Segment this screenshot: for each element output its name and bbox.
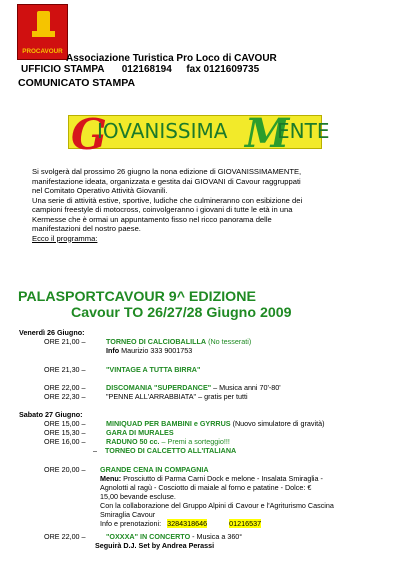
schedule-title: TORNEO DI CALCIOBALILLA — [106, 337, 207, 346]
schedule-row-content — [106, 437, 230, 446]
schedule-time: ORE 21,30 – — [44, 365, 86, 374]
press-office-line — [21, 64, 259, 75]
day-friday-heading: Venerdì 26 Giugno: — [19, 328, 85, 337]
menu-line: 15,00 bevande escluse. — [100, 492, 176, 501]
intro-line — [32, 167, 372, 177]
schedule-row-content — [106, 532, 242, 541]
booking-line — [100, 519, 261, 528]
schedule-info-label: Info — [106, 346, 120, 355]
menu-line — [100, 474, 323, 483]
schedule-time: ORE 22,00 – — [44, 532, 86, 541]
intro-paragraph — [32, 167, 372, 243]
schedule-note: - Musica a 360° — [190, 532, 243, 541]
press-office-phone: 012168194 — [121, 64, 172, 75]
schedule-row-content — [106, 419, 324, 428]
schedule-info — [106, 346, 192, 355]
schedule-title: "VINTAGE A TUTTA BIRRA" — [106, 365, 201, 374]
booking-phone-2: 01216537 — [229, 519, 262, 528]
intro-line: manifestazioni del nostro paese. — [32, 224, 141, 233]
schedule-dash: – — [93, 446, 97, 455]
day-saturday-heading: Sabato 27 Giugno: — [19, 410, 83, 419]
press-office-fax: fax 0121609735 — [186, 64, 260, 75]
schedule-note: (Nuovo simulatore di gravità) — [230, 419, 325, 428]
logo-brand-text: PROCAVOUR — [22, 48, 63, 55]
intro-brand: GIOVANISSIMAMENTE, — [217, 167, 302, 176]
procavour-logo — [17, 4, 68, 60]
schedule-time: ORE 15,00 – — [44, 419, 86, 428]
menu-label: Menu: — [100, 474, 122, 483]
menu-text: Prosciutto di Parma Carni Dock e melone - Insalata Smiraglia - — [121, 474, 323, 483]
dj-set-line: Seguirà D.J. Set by Andrea Perassi — [95, 541, 215, 550]
schedule-time: ORE 21,00 – — [44, 337, 86, 346]
menu-line: Con la collaborazione del Gruppo Alpini di Cavour e l'Agriturismo Cascina — [100, 501, 334, 510]
schedule-text: "PENNE ALL'ARRABBIATA" – gratis per tutti — [106, 392, 248, 401]
giovanissimamente-banner — [68, 110, 330, 159]
schedule-note: – Premi a sorteggio!!! — [159, 437, 230, 446]
schedule-row-content — [93, 446, 236, 455]
intro-line: manifestazione ideata, organizzata e gestita dai GIOVANI di Cavour raggruppati — [32, 176, 301, 186]
booking-phone-1: 3284318646 — [167, 519, 208, 528]
intro-line: nel Comitato Operativo Attività Giovanili. — [32, 186, 168, 195]
banner-iovanissima: IOVANISSIMA — [97, 119, 228, 143]
schedule-row-content — [106, 337, 251, 346]
booking-label: Info e prenotazioni: — [100, 519, 162, 528]
schedule-title: GRANDE CENA IN COMPAGNIA — [100, 465, 209, 474]
schedule-info-text: Maurizio 333 9001753 — [119, 346, 193, 355]
event-title: PALASPORTCAVOUR 9^ EDIZIONE — [18, 289, 256, 305]
press-office-label: UFFICIO STAMPA — [21, 64, 105, 75]
intro-text: Si svolgerà dal prossimo 26 giugno la nona edizione di — [32, 167, 218, 176]
schedule-time: ORE 22,30 – — [44, 392, 86, 401]
banner-g: G — [71, 110, 107, 159]
intro-line: campioni freestyle di motocross, coinvolgeranno i giovani di tutte le età in una — [32, 205, 293, 214]
bell-tower-icon — [37, 11, 50, 37]
schedule-title: DISCOMANIA "SUPERDANCE" — [106, 383, 212, 392]
schedule-note: – Musica anni 70'-80' — [211, 383, 281, 392]
event-subtitle: Cavour TO 26/27/28 Giugno 2009 — [71, 305, 292, 321]
schedule-title: TORNEO DI CALCETTO ALL'ITALIANA — [105, 446, 237, 455]
intro-program-line: Ecco il programma: — [32, 233, 98, 243]
schedule-row — [44, 337, 86, 346]
banner-ente: ENTE — [277, 119, 330, 143]
schedule-title: GARA DI MURALES — [106, 428, 174, 437]
schedule-time: ORE 16,00 – — [44, 437, 86, 446]
schedule-row-content — [106, 383, 281, 392]
schedule-time: ORE 20,00 – — [44, 465, 86, 474]
organization-name: Associazione Turistica Pro Loco di CAVOUR — [66, 53, 277, 64]
schedule-time: ORE 15,30 – — [44, 428, 86, 437]
intro-line: Kermesse che è ormai un appuntamento fisso nel ricco panorama delle — [32, 214, 272, 224]
press-release-heading: COMUNICATO STAMPA — [18, 77, 136, 89]
schedule-title: "OXXXA" IN CONCERTO — [106, 532, 191, 541]
schedule-title: RADUNO 50 cc. — [106, 437, 160, 446]
schedule-time: ORE 22,00 – — [44, 383, 86, 392]
intro-line: Una serie di attività estive, sportive, ludiche che culmineranno con esibizione dei — [32, 195, 303, 205]
banner-m: M — [245, 110, 290, 157]
menu-line: Agnolotti al ragù - Cosciotto di maiale al forno e patatine - Dolce: € — [100, 483, 312, 492]
menu-line: Smiraglia Cavour — [100, 510, 156, 519]
schedule-title: MINIQUAD PER BAMBINI e GYRRUS — [106, 419, 231, 428]
schedule-note: (No tesserati) — [206, 337, 252, 346]
